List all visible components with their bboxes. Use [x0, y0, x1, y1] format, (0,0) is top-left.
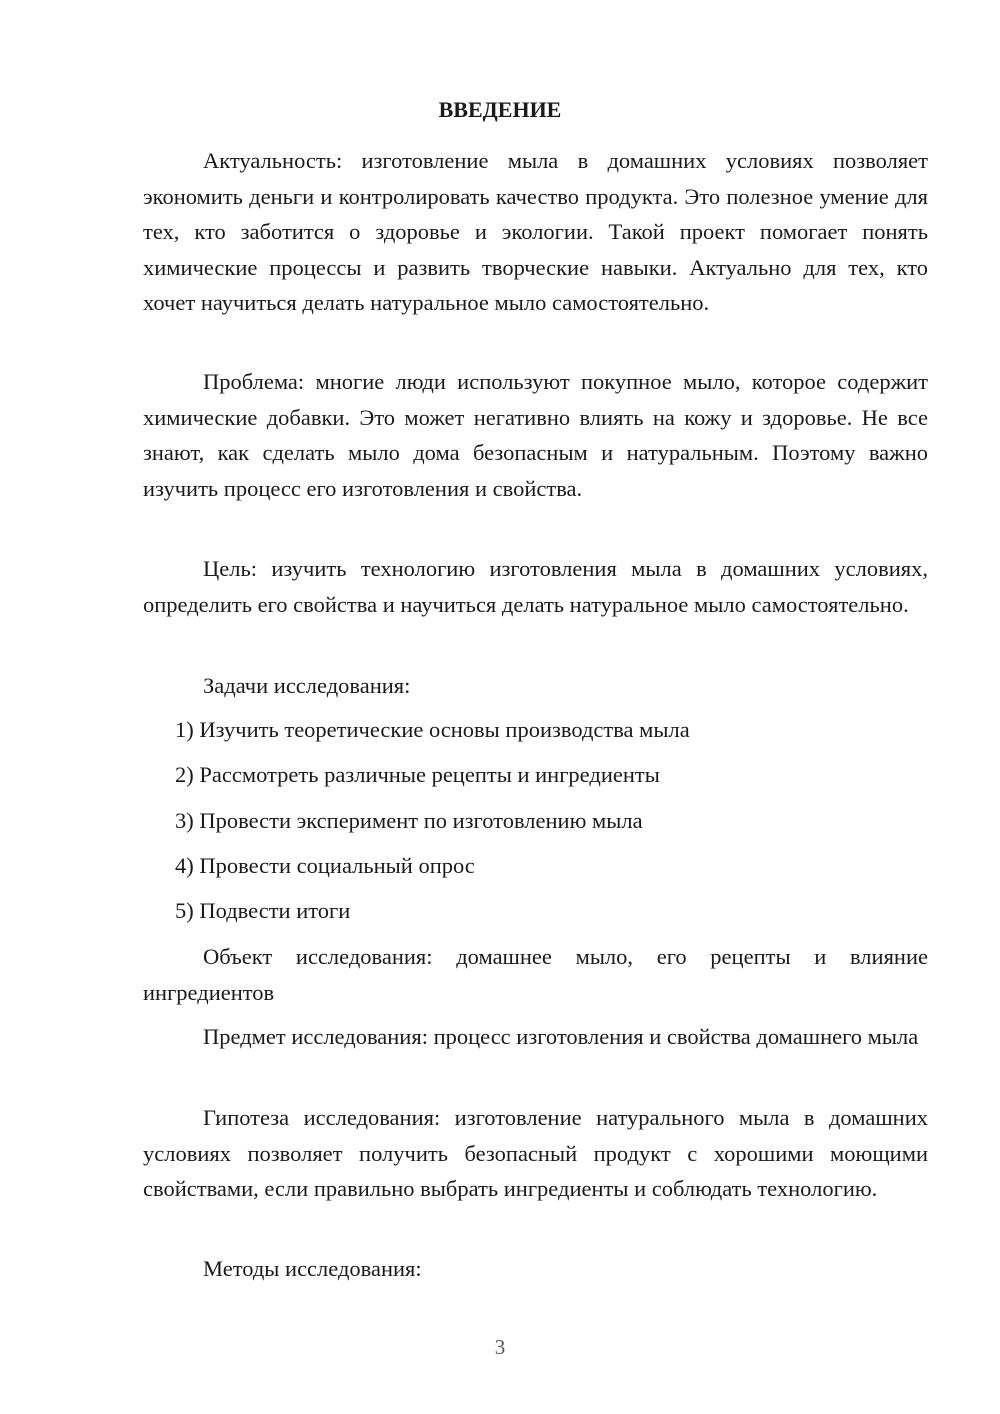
methods-heading: Методы исследования: — [203, 1256, 422, 1281]
goal-paragraph: Цель: изучить технологию изготовления мыла в домашних условиях, определить его свойства и научиться делать натуральное мыло самостоятельно. — [143, 556, 928, 617]
tasks-heading: Задачи исследования: — [203, 673, 411, 698]
task-item: 2) Рассмотреть различные рецепты и ингредиенты — [175, 762, 660, 787]
task-item: 4) Провести социальный опрос — [175, 853, 475, 878]
task-item: 3) Провести эксперимент по изготовлению мыла — [175, 808, 643, 833]
subject-paragraph: Предмет исследования: процесс изготовления и свойства домашнего мыла — [203, 1024, 919, 1049]
page-title: ВВЕДЕНИЕ — [438, 97, 562, 122]
object-paragraph: Объект исследования: домашнее мыло, его рецепты и влияние ингредиентов — [143, 944, 928, 1005]
page-number: 3 — [494, 1335, 506, 1359]
hypothesis-paragraph: Гипотеза исследования: изготовление натурального мыла в домашних условиях позволяет получить безопасный продукт с хорошими моющими свойствами, если правильно выбрать ингредиенты и соблюдать технологию. — [143, 1105, 928, 1201]
task-item: 1) Изучить теоретические основы производства мыла — [175, 717, 690, 742]
problem-paragraph: Проблема: многие люди используют покупное мыло, которое содержит химические добавки. Это может негативно влиять на кожу и здоровье. Не все знают, как сделать мыло дома безопасным и натуральным. Поэтому важно изучить процесс его изготовления и свойства. — [143, 369, 928, 501]
task-item: 5) Подвести итоги — [175, 898, 351, 923]
relevance-paragraph: Актуальность: изготовление мыла в домашних условиях позволяет экономить деньги и контролировать качество продукта. Это полезное умение для тех, кто заботится о здоровье и экологии. Такой проект помогает понять химические процессы и развить творческие навыки. Актуально для тех, кто хочет научиться делать натуральное мыло самостоятельно. — [143, 148, 928, 315]
